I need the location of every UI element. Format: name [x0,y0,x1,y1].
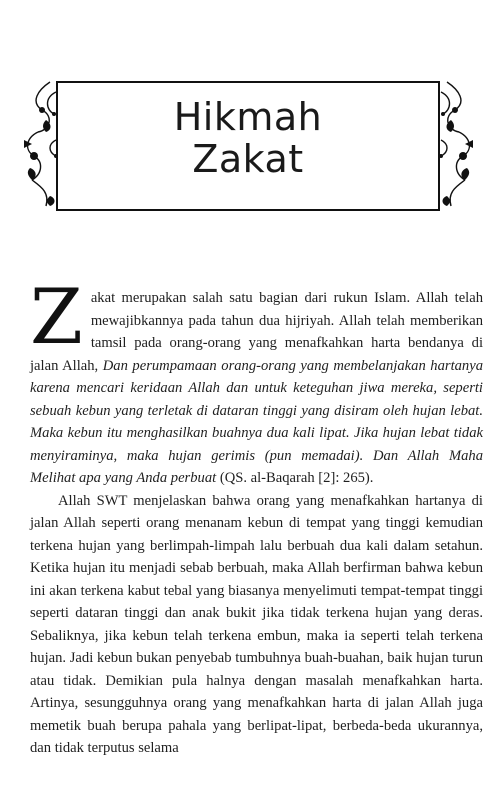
chapter-title-line-2: Zakat [192,137,304,181]
body-text [30,272,483,760]
drop-cap: Z [30,272,83,361]
quran-reference: (QS. al-Baqarah [2]: 265). [216,470,374,486]
chapter-title [56,96,440,180]
paragraph-2: Allah SWT menjelaskan bahwa orang yang menafkahkan hartanya di jalan Allah seperti orang menanam kebun di tempat yang tinggi kemudian terkena hujan yang berlimpah-limpah lalu berbuah dua kali dalam setahun. Ketika hujan itu menjadi sebab berbuah, maka Allah berfirman bahwa kebun ini akan terkena kabut tebal yang biasanya menyelimuti tempat-tempat tinggi seperti dataran tinggi dan anak bukit jika tidak terkena hujan yang deras. Sebaliknya, jika kebun telah terkena embun, maka ia seperti telah terkena hujan. Jadi kebun bukan penyebab tumbuhnya buah-buahan, baik hujan turun atau tidak. Demikian pula halnya dengan masalah menafkahkan harta. Artinya, sesungguhnya orang yang menafkahkan harta di jalan Allah juga memetik buah berupa pahala yang berlipat-lipat, berbeda-beda ukurannya, dan tidak terputus selama [30,492,483,756]
chapter-title-line-1: Hikmah [173,95,323,139]
right-floral-ornament-icon [437,80,477,208]
quran-quote: Dan perumpamaan orang-orang yang membelanjakan hartanya karena mencari keridaan Allah dan untuk keteguhan jiwa mereka, seperti sebuah kebun yang terletak di dataran tinggi yang disiram oleh hujan lebat. Maka kebun itu menghasilkan buahnya dua kali lipat. Jika hujan lebat tidak menyiraminya, maka hujan gerimis (pun memadai). Dan Allah Maha Melihat apa yang Anda perbuat [30,357,483,486]
left-floral-ornament-icon [20,80,60,208]
paragraph-1 [30,272,483,490]
paragraph-1-text: akat merupakan salah satu bagian dari rukun Islam. Allah telah mewajibkannya pada tahun dua hijriyah. Allah telah memberikan tamsil pada orang-orang yang menafkahkan harta bendanya di jalan Allah, [30,290,483,374]
